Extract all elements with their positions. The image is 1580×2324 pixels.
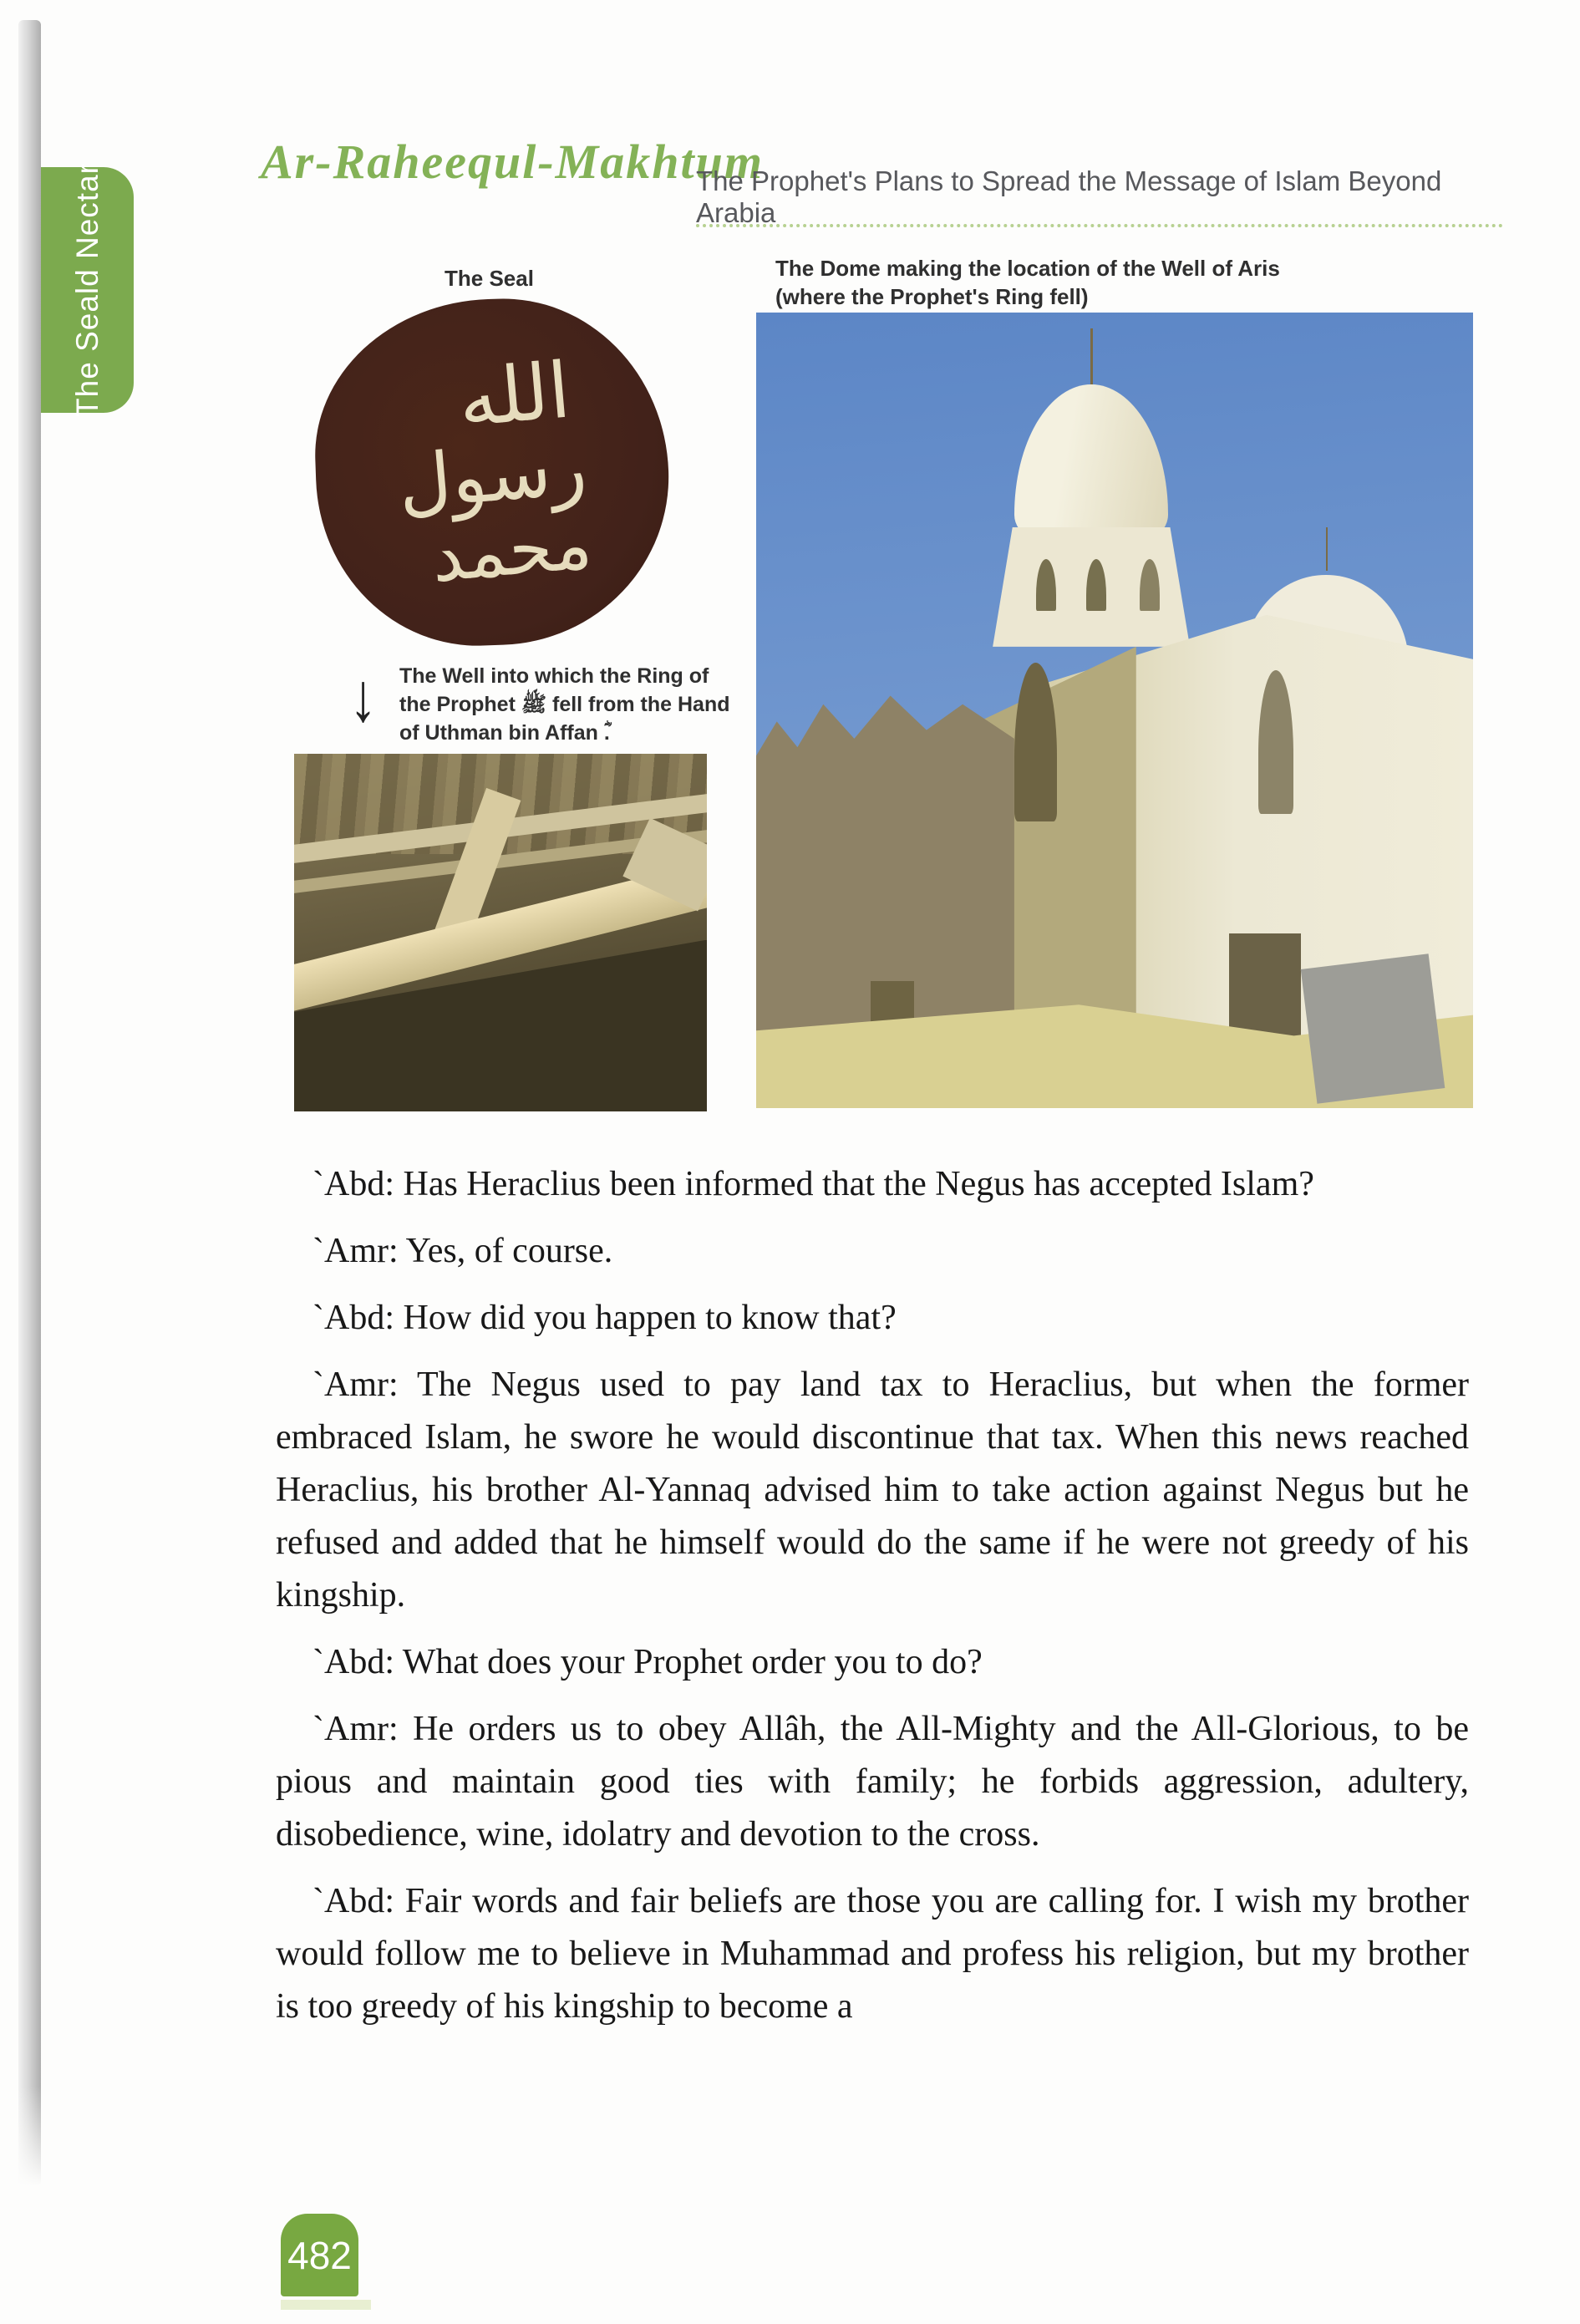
dome-cupola xyxy=(1014,384,1168,552)
body-paragraph: `Abd: Fair words and fair beliefs are those you are calling for. I wish my brother would follow me to believe in Muhammad and profess his religion, but my brother is too greedy of his kingship to become a xyxy=(276,1882,1469,2026)
page-badge-underline xyxy=(281,2300,371,2310)
book-brand-script: Ar-Raheequl-Makhtum xyxy=(261,135,764,189)
well-caption-line2: the Prophet ﷺ fell from the Hand xyxy=(399,693,730,716)
dome-caption-line2: (where the Prophet's Ring fell) xyxy=(775,284,1089,309)
spine-bar xyxy=(18,20,41,2186)
dome-caption-line1: The Dome making the location of the Well of Aris xyxy=(775,256,1280,281)
sidebar-tab xyxy=(41,163,134,417)
seal-image xyxy=(310,293,674,651)
stone-block xyxy=(1300,954,1445,1103)
page-number: 482 xyxy=(287,2233,352,2277)
body-paragraph: `Abd: What does your Prophet order you to do? xyxy=(312,1643,983,1681)
body-paragraph: `Abd: How did you happen to know that? xyxy=(312,1299,897,1337)
dome-caption xyxy=(775,254,1280,311)
chapter-title: The Prophet's Plans to Spread the Message of Islam Beyond Arabia xyxy=(696,165,1442,228)
page-number-badge xyxy=(281,2214,358,2296)
body-text xyxy=(276,1158,1469,2047)
body-paragraph: `Amr: The Negus used to pay land tax to Heraclius, but when the former embraced Islam, he swore he would discontinue that tax. When this news reached Heraclius, his brother Al-Yannaq advised him to take action against Negus but he refused and added that he himself would do the same if he were not greedy of his kingship. xyxy=(276,1365,1469,1615)
small-dome-finial xyxy=(1326,527,1328,571)
seal-arabic-line-muhammad: محمد xyxy=(428,502,596,598)
seal-arabic-line-rasul: رسول xyxy=(394,424,590,526)
body-paragraph: `Amr: Yes, of course. xyxy=(312,1232,613,1270)
seal-arabic-line-allah: الله xyxy=(455,345,574,445)
well-caption-line3: of Uthman bin Affan ؓ. xyxy=(399,721,610,745)
well-caption-line1: The Well into which the Ring of xyxy=(399,664,709,688)
down-arrow-icon: ↓ xyxy=(349,658,377,735)
dome-finial xyxy=(1090,328,1093,387)
well-photo xyxy=(294,754,707,1111)
seal-caption: The Seal xyxy=(445,266,534,291)
body-paragraph: `Amr: He orders us to obey Allâh, the All-Mighty and the All-Glorious, to be pious and maintain good ties with family; he forbids aggression, adultery, disobedience, wine, idolatry and devotion to the cross. xyxy=(276,1710,1469,1854)
dotted-rule xyxy=(696,224,1503,227)
well-caption xyxy=(399,662,730,747)
dome-photo xyxy=(756,313,1473,1108)
body-paragraph: `Abd: Has Heraclius been informed that the Negus has accepted Islam? xyxy=(312,1165,1314,1203)
sidebar-tab-label: The Seald Nectar xyxy=(69,163,104,417)
